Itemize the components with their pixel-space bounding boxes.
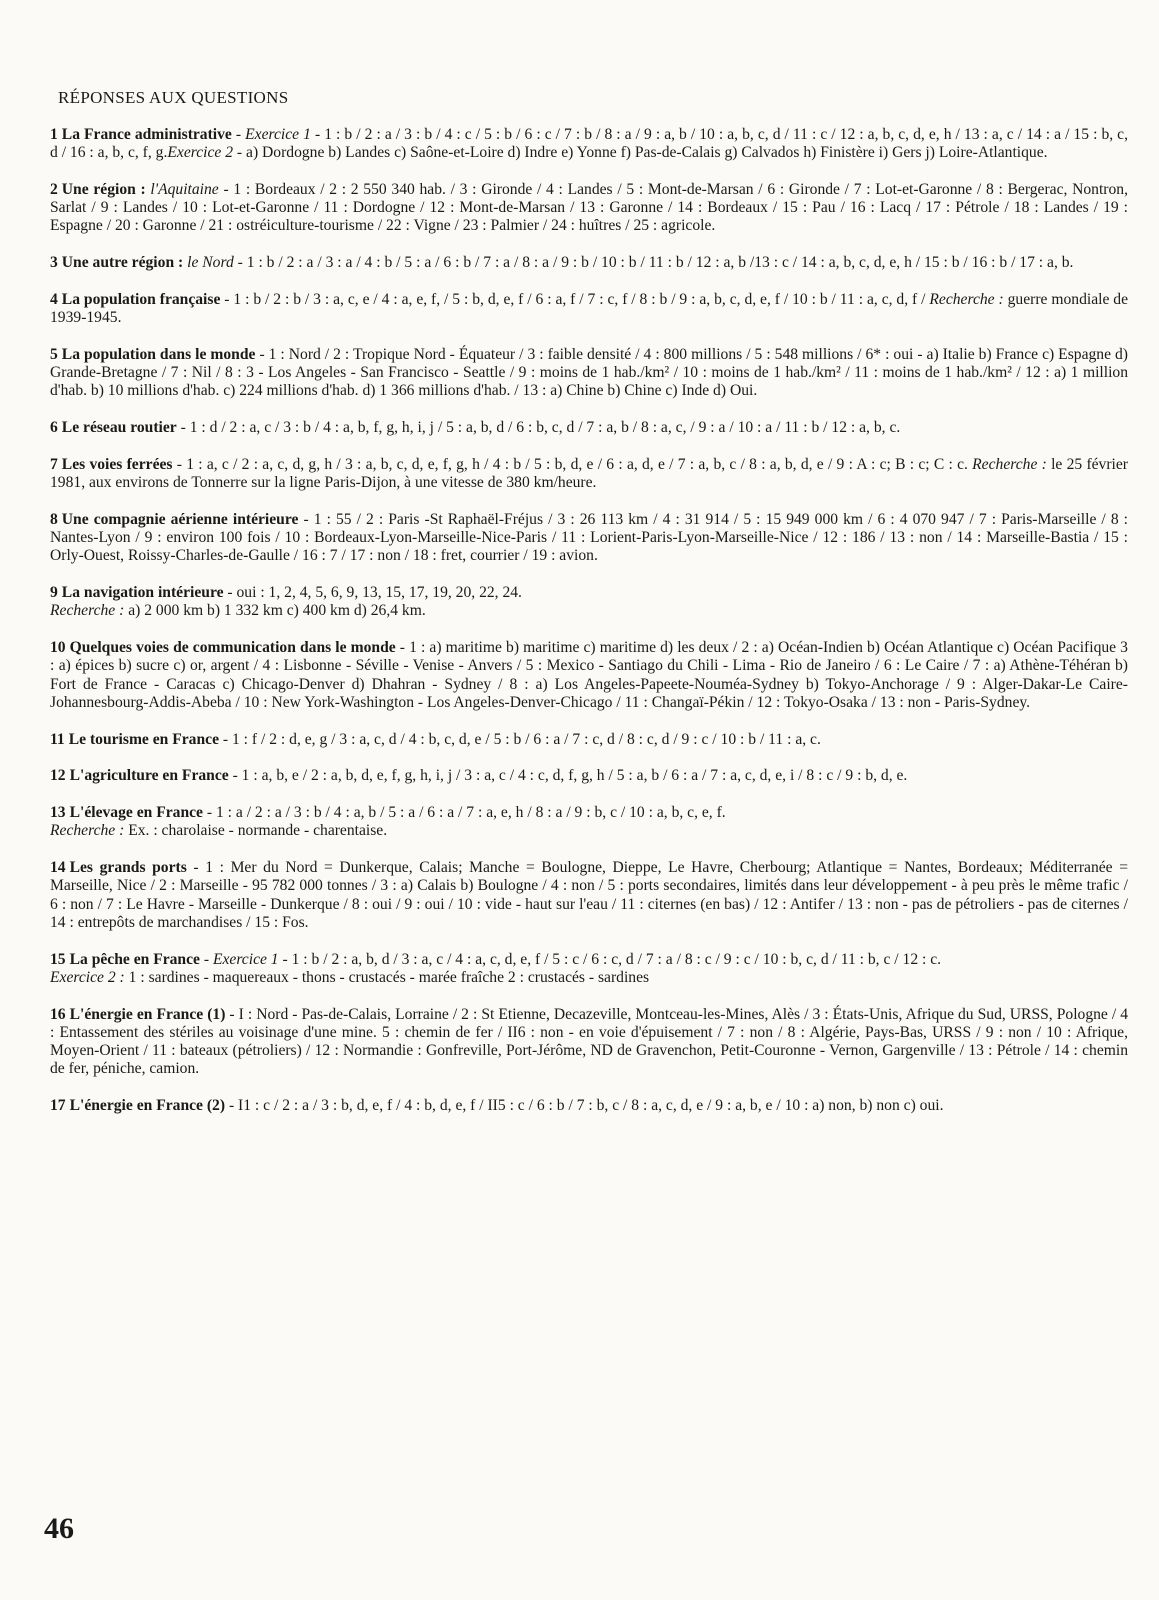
answer-entry (50, 511, 1128, 566)
entry-number: 3 (50, 254, 58, 272)
answer-entry (50, 731, 1128, 749)
entry-answers-2: 1 : sardines - maquereaux - thons - crustacés - marée fraîche 2 : crustacés - sardines (124, 968, 650, 986)
entry-subtitle-2: Recherche : (929, 291, 1004, 308)
entry-title: La population dans le monde (61, 346, 256, 363)
entry-answers-2: Ex. : charolaise - normande - charentaise. (124, 822, 388, 840)
entry-answers: - 1 : Bordeaux / 2 : 2 550 340 hab. / 3 : Gironde / 4 : Landes / 5 : Mont-de-Marsan / 6 : Gironde / 7 : Lot-et-Garonne / 8 : Bergerac, Nontron, Sarlat / 9 : Landes / 10 : Lot-et-Garonne / 11 : Dordogne / 12 : Mont-de-Marsan / 13 : Garonne / 14 : Bordeaux / 15 : Pau / 16 : Lacq / 17 : Pétrole / 18 : Landes / 19 : Espagne / 20 : Garonne / 21 : ostréiculture-tourisme / 22 : Vigne / 23 : Palmier / 24 : huîtres / 25 : agricole. (50, 181, 1128, 235)
entry-subtitle-2: Recherche : (972, 456, 1047, 473)
entry-subtitle-2: Exercice 2 (167, 144, 234, 162)
entry-number: 10 (50, 639, 66, 657)
entry-title: La navigation intérieure (61, 584, 224, 602)
answer-entry (50, 804, 1128, 840)
entry-title: Le réseau routier (61, 419, 177, 437)
entry-answers: - 1 : b / 2 : a / 3 : a / 4 : b / 5 : a / 6 : b / 7 : a / 8 : a / 9 : b / 10 : b / 11 : b / 12 : a, b /13 : c / 14 : a, b, c, d, e, h / 15 : b / 16 : b / 17 : a, b. (233, 254, 1074, 272)
entry-answers: - I : Nord - Pas-de-Calais, Lorraine / 2 : St Etienne, Decazeville, Montceau-les-Mines, Alès / 3 : États-Unis, Afrique du Sud, URSS, Pologne / 4 : Entassement des stériles au voisinage d'une mine. 5 : chemin de fer / II6 : non - en voie d'épuisement / 7 : non / 8 : Algérie, Pays-Bas, URSS / 9 : non / 10 : Afrique, Moyen-Orient / 11 : bateaux (pétroliers) / 12 : Normandie : Gonfreville, Port-Jérôme, ND de Gravenchon, Petit-Couronne - Vernon, Gargenville / 13 : Pétrole / 14 : chemin de fer, péniche, camion. (50, 1005, 1128, 1078)
entry-title: Quelques voies de communication dans le monde (69, 639, 396, 657)
entry-answers: - 1 : b / 2 : b / 3 : a, c, e / 4 : a, e, f, / 5 : b, d, e, f / 6 : a, f / 7 : c, f / 8 : b / 9 : a, b, c, d, e, f / 10 : b / 11 : a, c, d, f / (220, 291, 930, 308)
entry-title: Les grands ports (69, 859, 187, 877)
entry-answers-2: a) 2 000 km b) 1 332 km c) 400 km d) 26,4 km. (124, 602, 426, 620)
entry-number: 9 (50, 584, 58, 602)
answer-entry (50, 126, 1128, 162)
answer-entry (50, 346, 1128, 401)
entry-number: 16 (50, 1005, 66, 1023)
answers-list (50, 126, 1128, 1115)
entry-separator: - (231, 126, 246, 143)
answer-entry (50, 254, 1128, 272)
answer-entry (50, 767, 1128, 785)
answer-entry (50, 584, 1128, 620)
entry-answers: - 1 : d / 2 : a, c / 3 : b / 4 : a, b, f, g, h, i, j / 5 : a, b, d / 6 : b, c, d / 7 : a, b / 8 : a, c, / 9 : a / 10 : a / 11 : b / 12 : a, b, c. (176, 419, 901, 437)
entry-number: 4 (50, 291, 58, 308)
entry-title: Le tourisme en France (68, 730, 219, 748)
entry-title: Une compagnie aérienne intérieure (61, 511, 299, 528)
answer-entry (50, 456, 1128, 492)
answer-entry (50, 859, 1128, 932)
entry-answers: - 1 : a / 2 : a / 3 : b / 4 : a, b / 5 : a / 6 : a / 7 : a, e, h / 8 : a / 9 : b, c / 10 : a, b, c, e, f. (202, 804, 726, 822)
entry-subtitle-2: Exercice 2 : (50, 968, 125, 986)
entry-number: 12 (50, 767, 66, 785)
entry-answers: - 1 : 55 / 2 : Paris -St Raphaël-Fréjus / 3 : 26 113 km / 4 : 31 914 / 5 : 15 949 000 km / 6 : 4 070 947 / 7 : Paris-Marseille / 8 : Nantes-Lyon / 9 : environ 100 fois / 10 : Bordeaux-Lyon-Marseille-Nice-Paris / 11 : Lorient-Paris-Lyon-Marseille-Nice / 12 : 186 / 13 : non / 14 : Marseille-Bastia / 15 : Orly-Ouest, Roissy-Charles-de-Gaulle / 16 : 7 / 17 : non / 18 : fret, courrier / 19 : avion. (50, 511, 1129, 565)
entry-subtitle-2: Recherche : (50, 822, 125, 840)
entry-answers: - 1 : Nord / 2 : Tropique Nord - Équateur / 3 : faible densité / 4 : 800 millions / 5 : 548 millions / 6* : oui - a) Italie b) France c) Espagne d) Grande-Bretagne / 7 : Nil / 8 : 3 - Los Angeles - San Francisco - Seattle / 9 : moins de 1 hab./km² / 10 : moins de 1 hab./km² / 11 : moins de 1 hab./km² / 12 : a) 1 million d'hab. b) 10 millions d'hab. c) 224 millions d'hab. d) 1 366 millions d'hab. / 13 : a) Chine b) Chine c) Inde d) Oui. (50, 346, 1129, 400)
entry-separator: - (199, 950, 213, 968)
answer-entry (50, 419, 1128, 437)
entry-answers: - I1 : c / 2 : a / 3 : b, d, e, f / 4 : b, d, e, f / II5 : c / 6 : b / 7 : b, c / 8 : a, c, d, e / 9 : a, b, e / 10 : a) non, b) non c) oui. (225, 1097, 944, 1115)
entry-number: 2 (50, 181, 58, 198)
entry-title: L'élevage en France (69, 804, 203, 822)
entry-answers: - 1 : b / 2 : a / 3 : b / 4 : c / 5 : b / 6 : c / 7 : b / 8 : a / 9 : a, b / 10 : a, b, c, d / 11 : c / 12 : a, b, c, d, e, h / 13 : a, c / 14 : a / 15 : b, c, d / 16 : a, b, c, f, g. (50, 126, 1128, 162)
entry-answers: - 1 : a, c / 2 : a, c, d, g, h / 3 : a, b, c, d, e, f, g, h / 4 : b / 5 : b, d, e / 6 : a, d, e / 7 : a, b, c / 8 : a, b, d, e / 9 : A : c; B : c; C : c. (172, 456, 973, 473)
entry-title: Les voies ferrées (61, 456, 173, 473)
page-heading: RÉPONSES AUX QUESTIONS (58, 88, 289, 107)
entry-subtitle: Exercice 1 (212, 950, 279, 968)
entry-number: 1 (50, 126, 58, 143)
entry-number: 5 (50, 346, 58, 363)
entry-title: L'énergie en France (1) (69, 1005, 226, 1023)
entry-number: 14 (50, 859, 66, 877)
entry-answers: - 1 : a) maritime b) maritime c) maritime d) les deux / 2 : a) Océan-Indien b) Océan Atlantique c) Océan Pacifique 3 : a) épices b) sucre c) or, argent / 4 : Lisbonne - Séville - Venise - Anvers / 5 : Mexico - Santiago du Chili - Lima - Rio de Janeiro / 6 : Le Caire / 7 : a) Athène-Téhéran b) Fort de France - Caracas c) Chicago-Denver d) Dhahran - Sydney / 8 : a) Los Angeles-Papeete-Nouméa-Sydney b) Tokyo-Anchorage / 9 : Alger-Dakar-Le Caire-Johannesbourg-Addis-Abeba / 10 : New York-Washington - Los Angeles-Denver-Chicago / 11 : Changaï-Pékin / 12 : Tokyo-Osaka / 13 : non - Paris-Sydney. (50, 639, 1128, 711)
entry-subtitle: l'Aquitaine (150, 181, 219, 198)
entry-subtitle: le Nord (187, 254, 234, 272)
page-number: 46 (44, 1512, 74, 1545)
answer-entry (50, 639, 1128, 712)
entry-answers: - 1 : Mer du Nord = Dunkerque, Calais; Manche = Boulogne, Dieppe, Le Havre, Cherbourg; Atlantique = Nantes, Bordeaux; Méditerranée = Marseille, Nice / 2 : Marseille - 95 782 000 tonnes / 3 : a) Calais b) Boulogne / 4 : non / 5 : ports secondaires, limités dans leur développement - à peu près le même trafic / 6 : non / 7 : Le Havre - Marseille - Dunkerque / 8 : oui / 9 : oui / 10 : vide - haut sur l'eau / 11 : citernes (en bas) / 12 : Antifer / 13 : non - pas de pétroliers - pas de citernes / 14 : entrepôts de marchandises / 15 : Fos. (50, 859, 1128, 931)
entry-answers-2: - a) Dordogne b) Landes c) Saône-et-Loire d) Indre e) Yonne f) Pas-de-Calais g) Calvados h) Finistère i) Gers j) Loire-Atlantique. (233, 144, 1048, 162)
entry-answers-2: le 25 février 1981, aux environs de Tonnerre sur la ligne Paris-Dijon, à une vitesse de 380 km/heure. (50, 456, 1128, 492)
entry-subtitle-2: Recherche : (50, 602, 125, 620)
entry-number: 7 (50, 456, 58, 473)
entry-number: 6 (50, 419, 58, 437)
entry-title: La France administrative (61, 126, 232, 143)
entry-number: 13 (50, 804, 66, 822)
entry-subtitle: Exercice 1 (245, 126, 311, 143)
entry-title: Une région : (61, 181, 146, 198)
answer-entry (50, 951, 1128, 987)
entry-answers-2: guerre mondiale de 1939-1945. (50, 291, 1128, 327)
entry-title: L'agriculture en France (69, 767, 229, 785)
entry-title: La pêche en France (69, 950, 200, 968)
entry-title: Une autre région : (61, 254, 184, 272)
answer-entry (50, 1006, 1128, 1079)
entry-title: L'énergie en France (2) (69, 1097, 226, 1115)
entry-number: 17 (50, 1097, 66, 1115)
answer-entry (50, 1097, 1128, 1115)
answer-entry (50, 291, 1128, 327)
entry-number: 15 (50, 950, 66, 968)
entry-answers: - 1 : b / 2 : a, b, d / 3 : a, c / 4 : a, c, d, e, f / 5 : c / 6 : c, d / 7 : a / 8 : c / 9 : c / 10 : b, c, d / 11 : b, c / 12 : c. (278, 950, 942, 968)
entry-answers: - oui : 1, 2, 4, 5, 6, 9, 13, 15, 17, 19, 20, 22, 24. (223, 584, 522, 602)
entry-answers: - 1 : a, b, e / 2 : a, b, d, e, f, g, h, i, j / 3 : a, c / 4 : c, d, f, g, h / 5 : a, b / 6 : a / 7 : a, c, d, e, i / 8 : c / 9 : b, d, e. (228, 767, 908, 785)
answers-page (50, 88, 1128, 1134)
entry-number: 8 (50, 511, 58, 528)
answer-entry (50, 181, 1128, 236)
entry-answers: - 1 : f / 2 : d, e, g / 3 : a, c, d / 4 : b, c, d, e / 5 : b / 6 : a / 7 : c, d / 8 : c, d / 9 : c / 10 : b / 11 : a, c. (219, 730, 821, 748)
entry-title: La population française (61, 291, 221, 308)
entry-number: 11 (50, 730, 65, 748)
